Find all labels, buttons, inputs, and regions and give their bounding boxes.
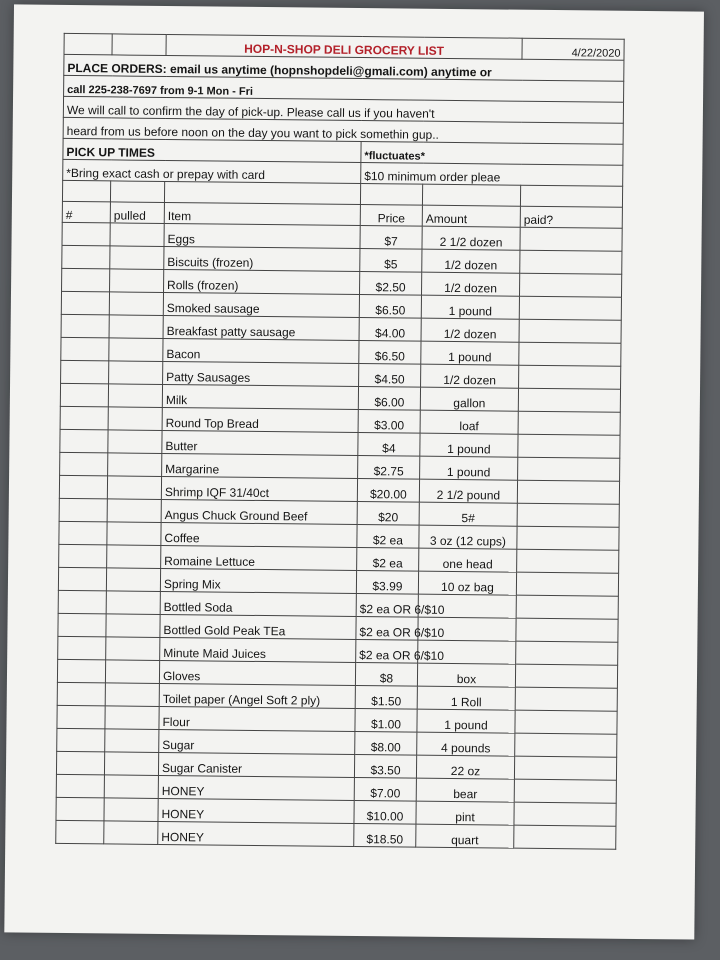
amount-cell: 1 Roll (417, 686, 515, 710)
price-cell: $6.50 (359, 341, 421, 365)
table-row (56, 820, 616, 849)
item-cell: HONEY (158, 821, 354, 846)
pulled-cell (110, 269, 164, 293)
grocery-list-sheet (4, 4, 704, 939)
paid-cell (517, 503, 619, 527)
num-cell (60, 383, 108, 407)
price-cell: $7.00 (354, 777, 416, 801)
pulled-cell (106, 637, 160, 661)
paid-cell (519, 296, 621, 320)
amount-cell: bear (416, 778, 514, 802)
amount-cell: quart (416, 824, 514, 848)
amount-cell: one head (419, 548, 517, 572)
paid-cell (520, 227, 622, 251)
confirm-line-1: We will call to confirm the day of pick-up. Please call us if you haven't (63, 96, 623, 123)
paid-cell (518, 457, 620, 481)
pulled-cell (106, 568, 160, 592)
num-cell (59, 521, 107, 545)
item-cell: Flour (159, 706, 355, 731)
amount-cell: 3 oz (12 cups) (419, 525, 517, 549)
price-cell: $10.00 (354, 800, 416, 824)
header-table (55, 33, 624, 850)
item-cell: Butter (162, 430, 358, 455)
pulled-cell (110, 246, 164, 270)
num-cell (62, 268, 110, 292)
amount-cell: 10 oz bag (418, 571, 516, 595)
paid-cell (519, 365, 621, 389)
col-num-header: # (62, 201, 110, 223)
bring-cash-note: *Bring exact cash or prepay with card (63, 159, 361, 183)
item-cell: Sugar (159, 729, 355, 754)
pulled-cell (110, 223, 164, 247)
item-cell: Spring Mix (160, 568, 356, 593)
price-cell: $18.50 (354, 823, 416, 847)
pulled-cell (105, 660, 159, 684)
price-cell: $8.00 (355, 731, 417, 755)
price-cell: $7 (360, 226, 422, 250)
num-cell (57, 728, 105, 752)
num-cell (56, 820, 104, 844)
num-cell (57, 705, 105, 729)
pulled-cell (105, 729, 159, 753)
price-cell: $1.50 (355, 685, 417, 709)
item-cell: Coffee (161, 522, 357, 547)
amount-cell: gallon (420, 387, 518, 411)
amount-cell: 1/2 dozen (421, 364, 519, 388)
num-cell (58, 636, 106, 660)
amount-cell: 1 pound (420, 456, 518, 480)
pulled-cell (108, 430, 162, 454)
list-title: HOP-N-SHOP DELI GROCERY LIST (166, 34, 522, 59)
num-cell (56, 751, 104, 775)
paid-cell (515, 733, 617, 757)
num-cell (58, 567, 106, 591)
list-date: 4/22/2020 (522, 38, 624, 60)
amount-cell: 4 pounds (417, 732, 515, 756)
price-cell: $4.50 (359, 364, 421, 388)
item-cell: Bacon (163, 338, 359, 363)
amount-cell: 22 oz (416, 755, 514, 779)
item-cell: Breakfast patty sausage (163, 315, 359, 340)
minimum-order-note: $10 minimum order pleae (361, 163, 623, 187)
pulled-cell (107, 476, 161, 500)
item-cell: Bottled Soda (160, 591, 356, 616)
num-cell (60, 452, 108, 476)
item-cell: Toilet paper (Angel Soft 2 ply) (159, 683, 355, 708)
paid-cell (519, 273, 621, 297)
item-cell: Romaine Lettuce (161, 545, 357, 570)
price-cell: $2 ea OR 6/$10 (356, 640, 418, 664)
pulled-cell (109, 292, 163, 316)
paid-cell (516, 595, 618, 619)
item-cell: Round Top Bread (162, 407, 358, 432)
price-cell: $4 (358, 433, 420, 457)
item-cell: Biscuits (frozen) (164, 246, 360, 271)
pulled-cell (106, 614, 160, 638)
amount-cell: 2 1/2 pound (419, 479, 517, 503)
col-paid-header: paid? (520, 206, 622, 228)
fluctuates-note: *fluctuates* (361, 142, 623, 166)
num-cell (59, 475, 107, 499)
paid-cell (520, 250, 622, 274)
pulled-cell (107, 545, 161, 569)
amount-cell: 1 pound (420, 433, 518, 457)
paid-cell (517, 480, 619, 504)
price-cell: $20.00 (357, 479, 419, 503)
price-cell: $3.00 (358, 410, 420, 434)
num-cell (61, 314, 109, 338)
item-cell: Eggs (164, 223, 360, 248)
num-cell (59, 544, 107, 568)
col-pulled-header: pulled (110, 202, 164, 224)
call-line: call 225-238-7697 from 9-1 Mon - Fri (64, 75, 624, 102)
price-cell: $1.00 (355, 708, 417, 732)
pulled-cell (109, 338, 163, 362)
col-amount-header: Amount (422, 205, 520, 227)
col-item-header: Item (164, 202, 360, 225)
item-cell: Sugar Canister (158, 752, 354, 777)
amount-cell: 1/2 dozen (421, 318, 519, 342)
amount-cell: 2 1/2 dozen (422, 226, 520, 250)
price-cell: $2 ea OR 6/$10 (356, 617, 418, 641)
paid-cell (517, 549, 619, 573)
paid-cell (514, 779, 616, 803)
paid-cell (518, 434, 620, 458)
price-cell: $3.99 (356, 571, 418, 595)
paid-cell (519, 342, 621, 366)
price-cell: $2.50 (359, 272, 421, 296)
amount-cell: 1/2 dozen (422, 249, 520, 273)
item-cell: Milk (162, 384, 358, 409)
pulled-cell (105, 706, 159, 730)
num-cell (57, 659, 105, 683)
price-cell: $6.00 (358, 387, 420, 411)
pulled-cell (104, 752, 158, 776)
col-price-header: Price (360, 205, 422, 227)
num-cell (60, 406, 108, 430)
item-cell: Bottled Gold Peak TEa (160, 614, 356, 639)
item-cell: HONEY (158, 775, 354, 800)
paid-cell (518, 411, 620, 435)
num-cell (61, 360, 109, 384)
price-cell: $3.50 (354, 754, 416, 778)
price-cell: $6.50 (359, 295, 421, 319)
price-cell: $2.75 (358, 456, 420, 480)
item-cell: Gloves (159, 660, 355, 685)
num-cell (60, 429, 108, 453)
paid-cell (516, 641, 618, 665)
amount-cell: pint (416, 801, 514, 825)
price-cell: $2 ea (357, 525, 419, 549)
num-cell (61, 291, 109, 315)
pulled-cell (108, 407, 162, 431)
pulled-cell (109, 361, 163, 385)
paid-cell (516, 618, 618, 642)
pulled-cell (108, 453, 162, 477)
price-cell: $5 (360, 249, 422, 273)
paid-cell (514, 756, 616, 780)
price-cell: $2 ea OR 6/$10 (356, 594, 418, 618)
pulled-cell (107, 499, 161, 523)
num-cell (56, 774, 104, 798)
pickup-times-label: PICK UP TIMES (63, 138, 361, 162)
price-cell: $2 ea (357, 548, 419, 572)
amount-cell: 1 pound (417, 709, 515, 733)
pulled-cell (105, 683, 159, 707)
amount-cell: 5# (419, 502, 517, 526)
item-cell: Minute Maid Juices (160, 637, 356, 662)
item-cell: Smoked sausage (163, 292, 359, 317)
pulled-cell (104, 821, 158, 845)
item-cell: Angus Chuck Ground Beef (161, 499, 357, 524)
amount-cell: 1 pound (421, 341, 519, 365)
paid-cell (516, 572, 618, 596)
pulled-cell (108, 384, 162, 408)
num-cell (62, 245, 110, 269)
pulled-cell (109, 315, 163, 339)
paid-cell (519, 319, 621, 343)
items-table-body (56, 222, 622, 849)
num-cell (61, 337, 109, 361)
num-cell (58, 590, 106, 614)
num-cell (56, 797, 104, 821)
num-cell (62, 222, 110, 246)
paid-cell (514, 825, 616, 849)
pulled-cell (104, 775, 158, 799)
paid-cell (517, 526, 619, 550)
num-cell (57, 682, 105, 706)
item-cell: Rolls (frozen) (164, 269, 360, 294)
item-cell: Margarine (162, 453, 358, 478)
paid-cell (515, 687, 617, 711)
amount-cell: box (417, 663, 515, 687)
num-cell (59, 498, 107, 522)
paid-cell (514, 802, 616, 826)
item-cell: Shrimp IQF 31/40ct (161, 476, 357, 501)
place-orders-line: PLACE ORDERS: email us anytime (hopnshopdeli@gmali.com) anytime or (64, 54, 624, 81)
pulled-cell (107, 522, 161, 546)
num-cell (58, 613, 106, 637)
price-cell: $8 (355, 663, 417, 687)
price-cell: $4.00 (359, 318, 421, 342)
item-cell: HONEY (158, 798, 354, 823)
amount-cell: loaf (420, 410, 518, 434)
pulled-cell (104, 798, 158, 822)
item-cell: Patty Sausages (163, 361, 359, 386)
paid-cell (515, 710, 617, 734)
confirm-line-2: heard from us before noon on the day you want to pick somethin gup.. (63, 117, 623, 144)
price-cell: $20 (357, 502, 419, 526)
pulled-cell (106, 591, 160, 615)
amount-cell: 1/2 dozen (421, 272, 519, 296)
paid-cell (518, 388, 620, 412)
amount-cell: 1 pound (421, 295, 519, 319)
paid-cell (515, 664, 617, 688)
